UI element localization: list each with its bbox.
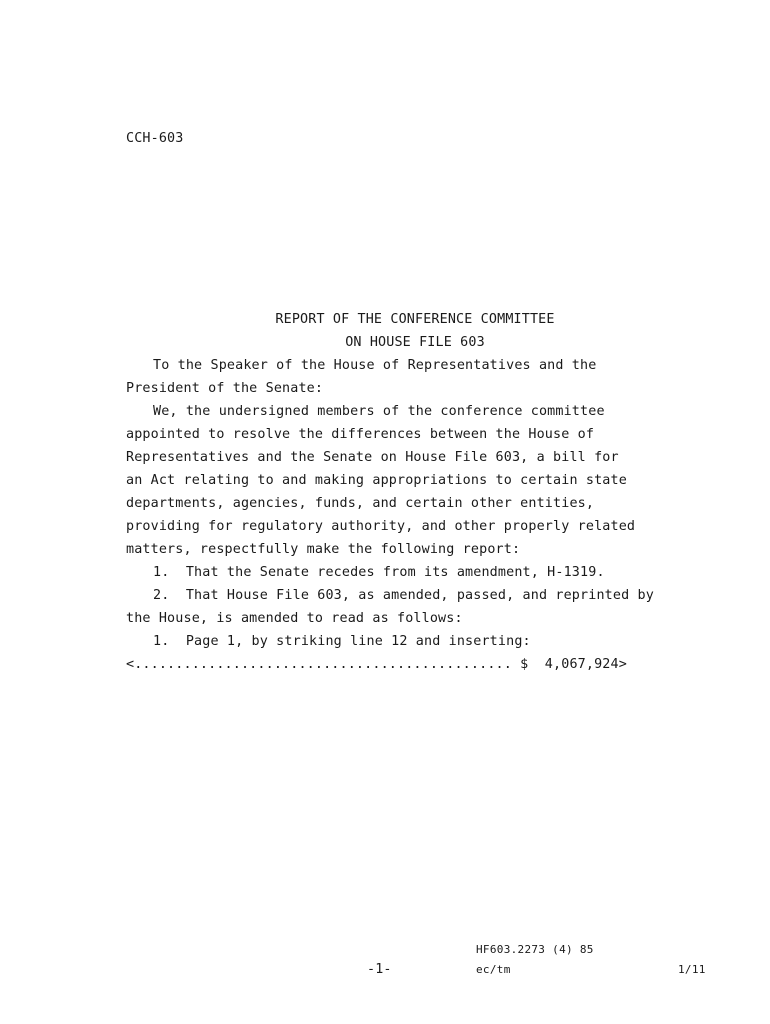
footer-page-number: -1- <box>367 962 392 977</box>
footer-doc-ref: HF603.2273 (4) 85 <box>476 943 594 956</box>
numbered-item-continuation: the House, is amended to read as follows: <box>126 611 463 626</box>
doc-code: CCH-603 <box>126 131 184 146</box>
body-paragraph-line: appointed to resolve the differences between the House of <box>126 427 595 442</box>
footer-page-of: 1/11 <box>678 963 706 976</box>
numbered-item: 2. That House File 603, as amended, passed, and reprinted by <box>153 588 654 603</box>
salutation-line: President of the Senate: <box>126 381 324 396</box>
footer-initials: ec/tm <box>476 963 511 976</box>
report-subtitle: ON HOUSE FILE 603 <box>345 335 485 350</box>
body-paragraph-line: departments, agencies, funds, and certain other entities, <box>126 496 595 511</box>
salutation-line: To the Speaker of the House of Representatives and the <box>153 358 597 373</box>
body-paragraph-line: an Act relating to and making appropriations to certain state <box>126 473 627 488</box>
report-title: REPORT OF THE CONFERENCE COMMITTEE <box>275 312 555 327</box>
body-paragraph-line: We, the undersigned members of the conference committee <box>153 404 605 419</box>
body-paragraph-line: providing for regulatory authority, and other properly related <box>126 519 636 534</box>
amendment-insert-line: <.............................................. $ 4,067,924> <box>126 657 627 672</box>
numbered-item: 1. That the Senate recedes from its amendment, H-1319. <box>153 565 605 580</box>
body-paragraph-line: Representatives and the Senate on House File 603, a bill for <box>126 450 619 465</box>
amendment-subitem: 1. Page 1, by striking line 12 and inserting: <box>153 634 531 649</box>
body-paragraph-line: matters, respectfully make the following report: <box>126 542 521 557</box>
